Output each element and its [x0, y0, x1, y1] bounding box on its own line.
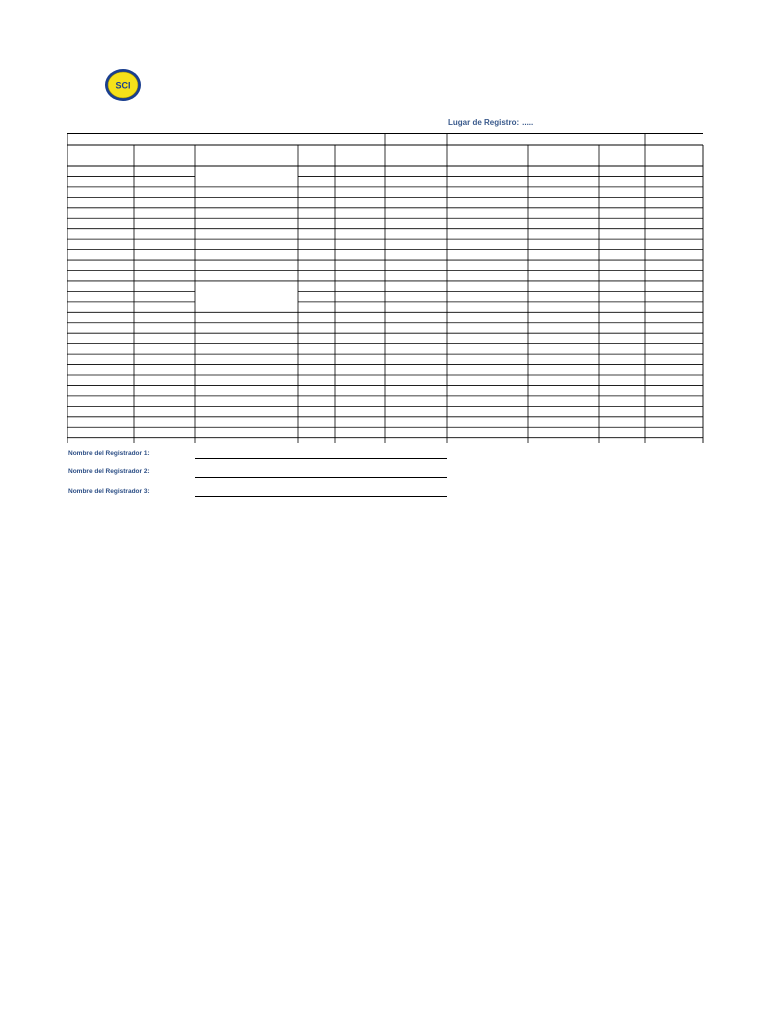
registrador-3-field[interactable]	[195, 496, 447, 497]
registrador-1-field[interactable]	[195, 458, 447, 459]
registration-grid	[67, 133, 707, 443]
lugar-label: Lugar de Registro:	[448, 118, 520, 127]
registrador-2-label: Nombre del Registrador 2:	[68, 468, 150, 475]
registration-table	[67, 133, 707, 443]
registrador-3-label: Nombre del Registrador 3:	[68, 488, 150, 495]
registrador-2-field[interactable]	[195, 477, 447, 478]
organization-seal-icon	[104, 68, 142, 102]
registrador-1-label: Nombre del Registrador 1:	[68, 450, 150, 457]
seal-text: SCI	[115, 80, 131, 91]
lugar-value: .....	[522, 118, 534, 127]
lugar-de-registro	[448, 118, 536, 127]
